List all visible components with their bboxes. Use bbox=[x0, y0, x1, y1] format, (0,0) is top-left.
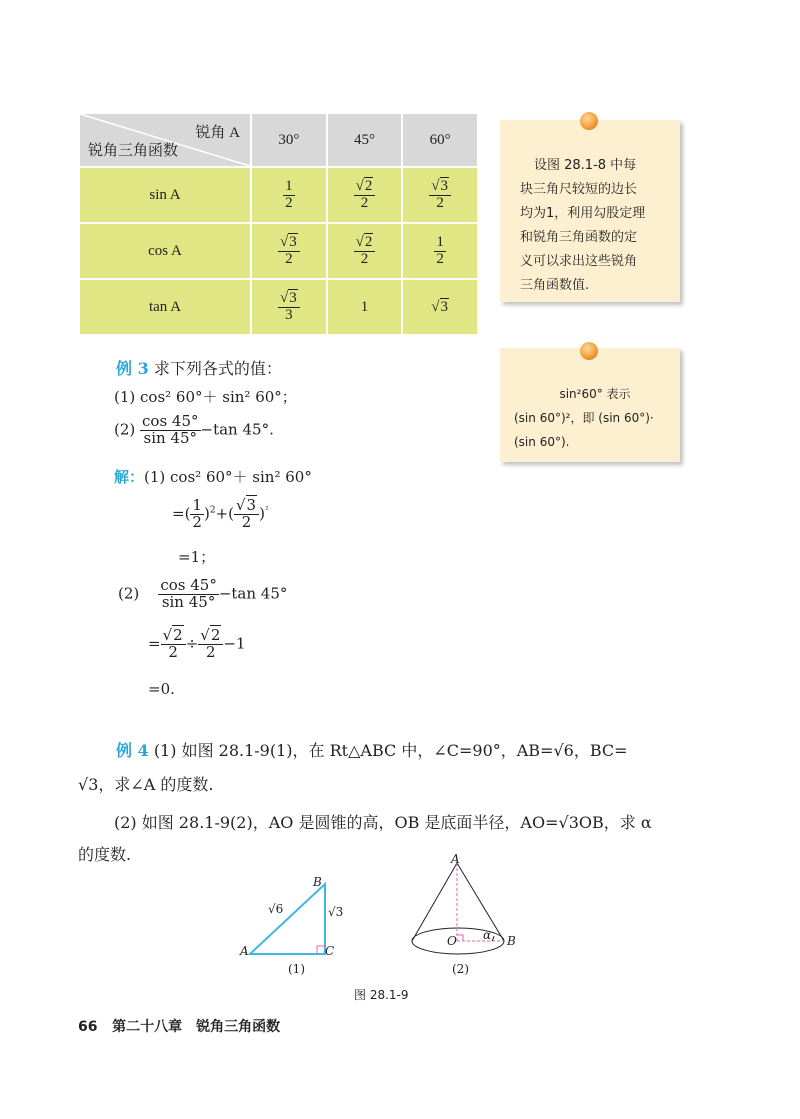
note-line: (sin 60°)²，即 (sin 60°)· bbox=[514, 411, 654, 425]
frac-num bbox=[354, 235, 376, 252]
frac-den: 3 bbox=[285, 306, 293, 323]
example-4-line4: 的度数. bbox=[78, 845, 132, 864]
radicand: 2 bbox=[364, 177, 373, 194]
solution-1-step: =( $\frac{1}{2}$ )$^2$+( $\frac{√3}{2}$ )$^{^2}$ bbox=[172, 496, 269, 531]
frac-num bbox=[278, 291, 300, 308]
frac-num: cos 45° bbox=[160, 576, 217, 594]
apex-label: A bbox=[451, 852, 460, 866]
example-4-line2: √3，求∠A 的度数. bbox=[78, 775, 214, 794]
vertex-b-label: B bbox=[313, 875, 322, 889]
exponent: ² bbox=[264, 505, 269, 516]
subfigure-label-2: (2) bbox=[452, 962, 469, 976]
func-label: tan A bbox=[79, 279, 251, 335]
problem-2 bbox=[114, 414, 274, 447]
frac-den: 2 bbox=[360, 194, 369, 211]
example-label: 例 3 bbox=[116, 359, 149, 378]
alpha-label: α bbox=[483, 928, 492, 942]
radicand: 3 bbox=[440, 298, 449, 315]
solution-1-result: =1； bbox=[178, 548, 216, 566]
solution-2-head bbox=[118, 578, 287, 611]
example-3-heading bbox=[116, 356, 282, 379]
problem-number: (2) bbox=[118, 584, 140, 603]
angle-header: 45° bbox=[327, 113, 403, 167]
solution-suffix: −tan 45° bbox=[218, 584, 288, 603]
sqrt: √3 bbox=[279, 289, 297, 306]
fraction bbox=[278, 235, 300, 268]
fraction bbox=[354, 179, 376, 212]
side-note-1 bbox=[500, 120, 680, 302]
hypotenuse-label: √6 bbox=[268, 902, 284, 916]
page-number: 66 bbox=[78, 1019, 98, 1035]
radicand: 3 bbox=[289, 289, 297, 306]
solution-expr: (1) cos² 60°＋ sin² 60° bbox=[144, 468, 312, 486]
chapter-title: 第二十八章 锐角三角函数 bbox=[112, 1019, 281, 1035]
problem-number: (2) bbox=[114, 420, 136, 439]
frac-num: √3 bbox=[234, 498, 259, 515]
fraction bbox=[283, 179, 295, 212]
note-line: 均为1，利用勾股定理 bbox=[520, 206, 646, 221]
frac-num bbox=[278, 235, 300, 252]
sqrt: √2 bbox=[355, 233, 373, 250]
table-cell: 1 bbox=[327, 279, 403, 335]
example-4-line3: (2) 如图 28.1-9(2)，AO 是圆锥的高，OB 是底面半径，AO=√3OB，求 α bbox=[114, 813, 652, 832]
frac-num: cos 45° bbox=[142, 412, 199, 430]
fraction bbox=[234, 498, 259, 531]
angle-header: 30° bbox=[251, 113, 327, 167]
fraction bbox=[434, 235, 446, 268]
frac-den: 2 bbox=[285, 250, 293, 267]
radicand: 3 bbox=[440, 177, 449, 194]
fraction bbox=[161, 628, 186, 661]
fraction bbox=[429, 179, 451, 212]
figure-caption: 图 28.1-9 bbox=[354, 988, 409, 1002]
table-cell bbox=[402, 223, 478, 279]
solution-label: 解： bbox=[114, 468, 145, 486]
frac-den: sin 45° bbox=[161, 592, 216, 611]
pushpin-icon bbox=[580, 342, 598, 360]
solution-1-head bbox=[114, 466, 312, 487]
table-row bbox=[79, 279, 478, 335]
vertex-c-label: C bbox=[325, 944, 335, 958]
example-4-line1 bbox=[116, 738, 628, 761]
note-line: 设图 28.1-8 中每 bbox=[534, 158, 637, 173]
table-cell bbox=[327, 223, 403, 279]
frac-den: 2 bbox=[285, 194, 293, 211]
radicand: 2 bbox=[364, 233, 373, 250]
angle-header: 60° bbox=[402, 113, 478, 167]
table-cell bbox=[251, 167, 327, 223]
pushpin-icon bbox=[580, 112, 598, 130]
fraction bbox=[198, 628, 223, 661]
rim-point-label: B bbox=[507, 934, 516, 948]
trig-value-table bbox=[78, 112, 479, 336]
sqrt: √3 bbox=[431, 298, 449, 315]
frac-num: √2 bbox=[198, 628, 223, 645]
solution-2-result: =0. bbox=[148, 680, 175, 698]
frac-den: 2 bbox=[206, 642, 216, 661]
table-cell bbox=[327, 167, 403, 223]
header-func-label: 锐角三角函数 bbox=[88, 143, 179, 159]
frac-den: 2 bbox=[241, 512, 252, 531]
table-cell bbox=[402, 167, 478, 223]
sqrt: √3 bbox=[431, 177, 449, 194]
solution-2-step: = $\frac{√2}{2}$ ÷ $\frac{√2}{2}$ −1 bbox=[148, 626, 246, 661]
table-cell bbox=[251, 223, 327, 279]
page-footer bbox=[78, 1016, 280, 1036]
vertex-a-label: A bbox=[240, 944, 249, 958]
frac-num bbox=[354, 179, 376, 196]
frac-den: 2 bbox=[436, 194, 444, 211]
cone-figure bbox=[400, 855, 530, 965]
table-cell bbox=[251, 279, 327, 335]
radicand: 3 bbox=[289, 233, 297, 250]
func-label: sin A bbox=[79, 167, 251, 223]
func-label: cos A bbox=[79, 223, 251, 279]
frac-num: 1 bbox=[192, 496, 202, 514]
fraction bbox=[140, 414, 200, 447]
fraction bbox=[158, 578, 218, 611]
frac-num bbox=[429, 179, 451, 196]
note-line: 义可以求出这些锐角 bbox=[520, 254, 638, 269]
fraction bbox=[354, 235, 376, 268]
note-line: 三角函数值. bbox=[520, 278, 590, 293]
table-row bbox=[79, 223, 478, 279]
note-line: 块三角尺较短的边长 bbox=[520, 182, 638, 197]
frac-num: 1 bbox=[436, 233, 444, 250]
fraction bbox=[190, 498, 204, 531]
table-corner-cell bbox=[79, 113, 251, 167]
frac-den: 2 bbox=[360, 250, 369, 267]
side-note-2 bbox=[500, 348, 680, 462]
frac-den: 2 bbox=[436, 250, 444, 267]
sqrt: √3 bbox=[279, 233, 297, 250]
example-label: 例 4 bbox=[116, 741, 149, 760]
example-text: (1) 如图 28.1-9(1)，在 Rt△ABC 中，∠C=90°，AB=√6，BC= bbox=[153, 741, 628, 760]
step-suffix: −1 bbox=[223, 634, 246, 653]
problem-1: (1) cos² 60°＋ sin² 60°； bbox=[114, 388, 297, 406]
problem-suffix: −tan 45°. bbox=[200, 420, 274, 439]
sqrt: √2 bbox=[355, 177, 373, 194]
note-line: sin²60° 表示 bbox=[559, 387, 631, 401]
header-angle-label: 锐角 A bbox=[195, 125, 240, 141]
table-cell bbox=[402, 279, 478, 335]
frac-num: 1 bbox=[285, 177, 293, 194]
frac-num: √2 bbox=[161, 628, 186, 645]
frac-den: sin 45° bbox=[143, 428, 198, 447]
side-label: √3 bbox=[328, 905, 344, 919]
subfigure-label-1: (1) bbox=[288, 962, 305, 976]
frac-den: 2 bbox=[192, 512, 202, 531]
note-line: (sin 60°). bbox=[514, 435, 570, 449]
fraction bbox=[278, 291, 300, 324]
example-prompt: 求下列各式的值： bbox=[153, 359, 282, 378]
table-row bbox=[79, 167, 478, 223]
frac-den: 2 bbox=[168, 642, 178, 661]
center-label: O bbox=[447, 934, 457, 948]
note-line: 和锐角三角函数的定 bbox=[520, 230, 638, 245]
